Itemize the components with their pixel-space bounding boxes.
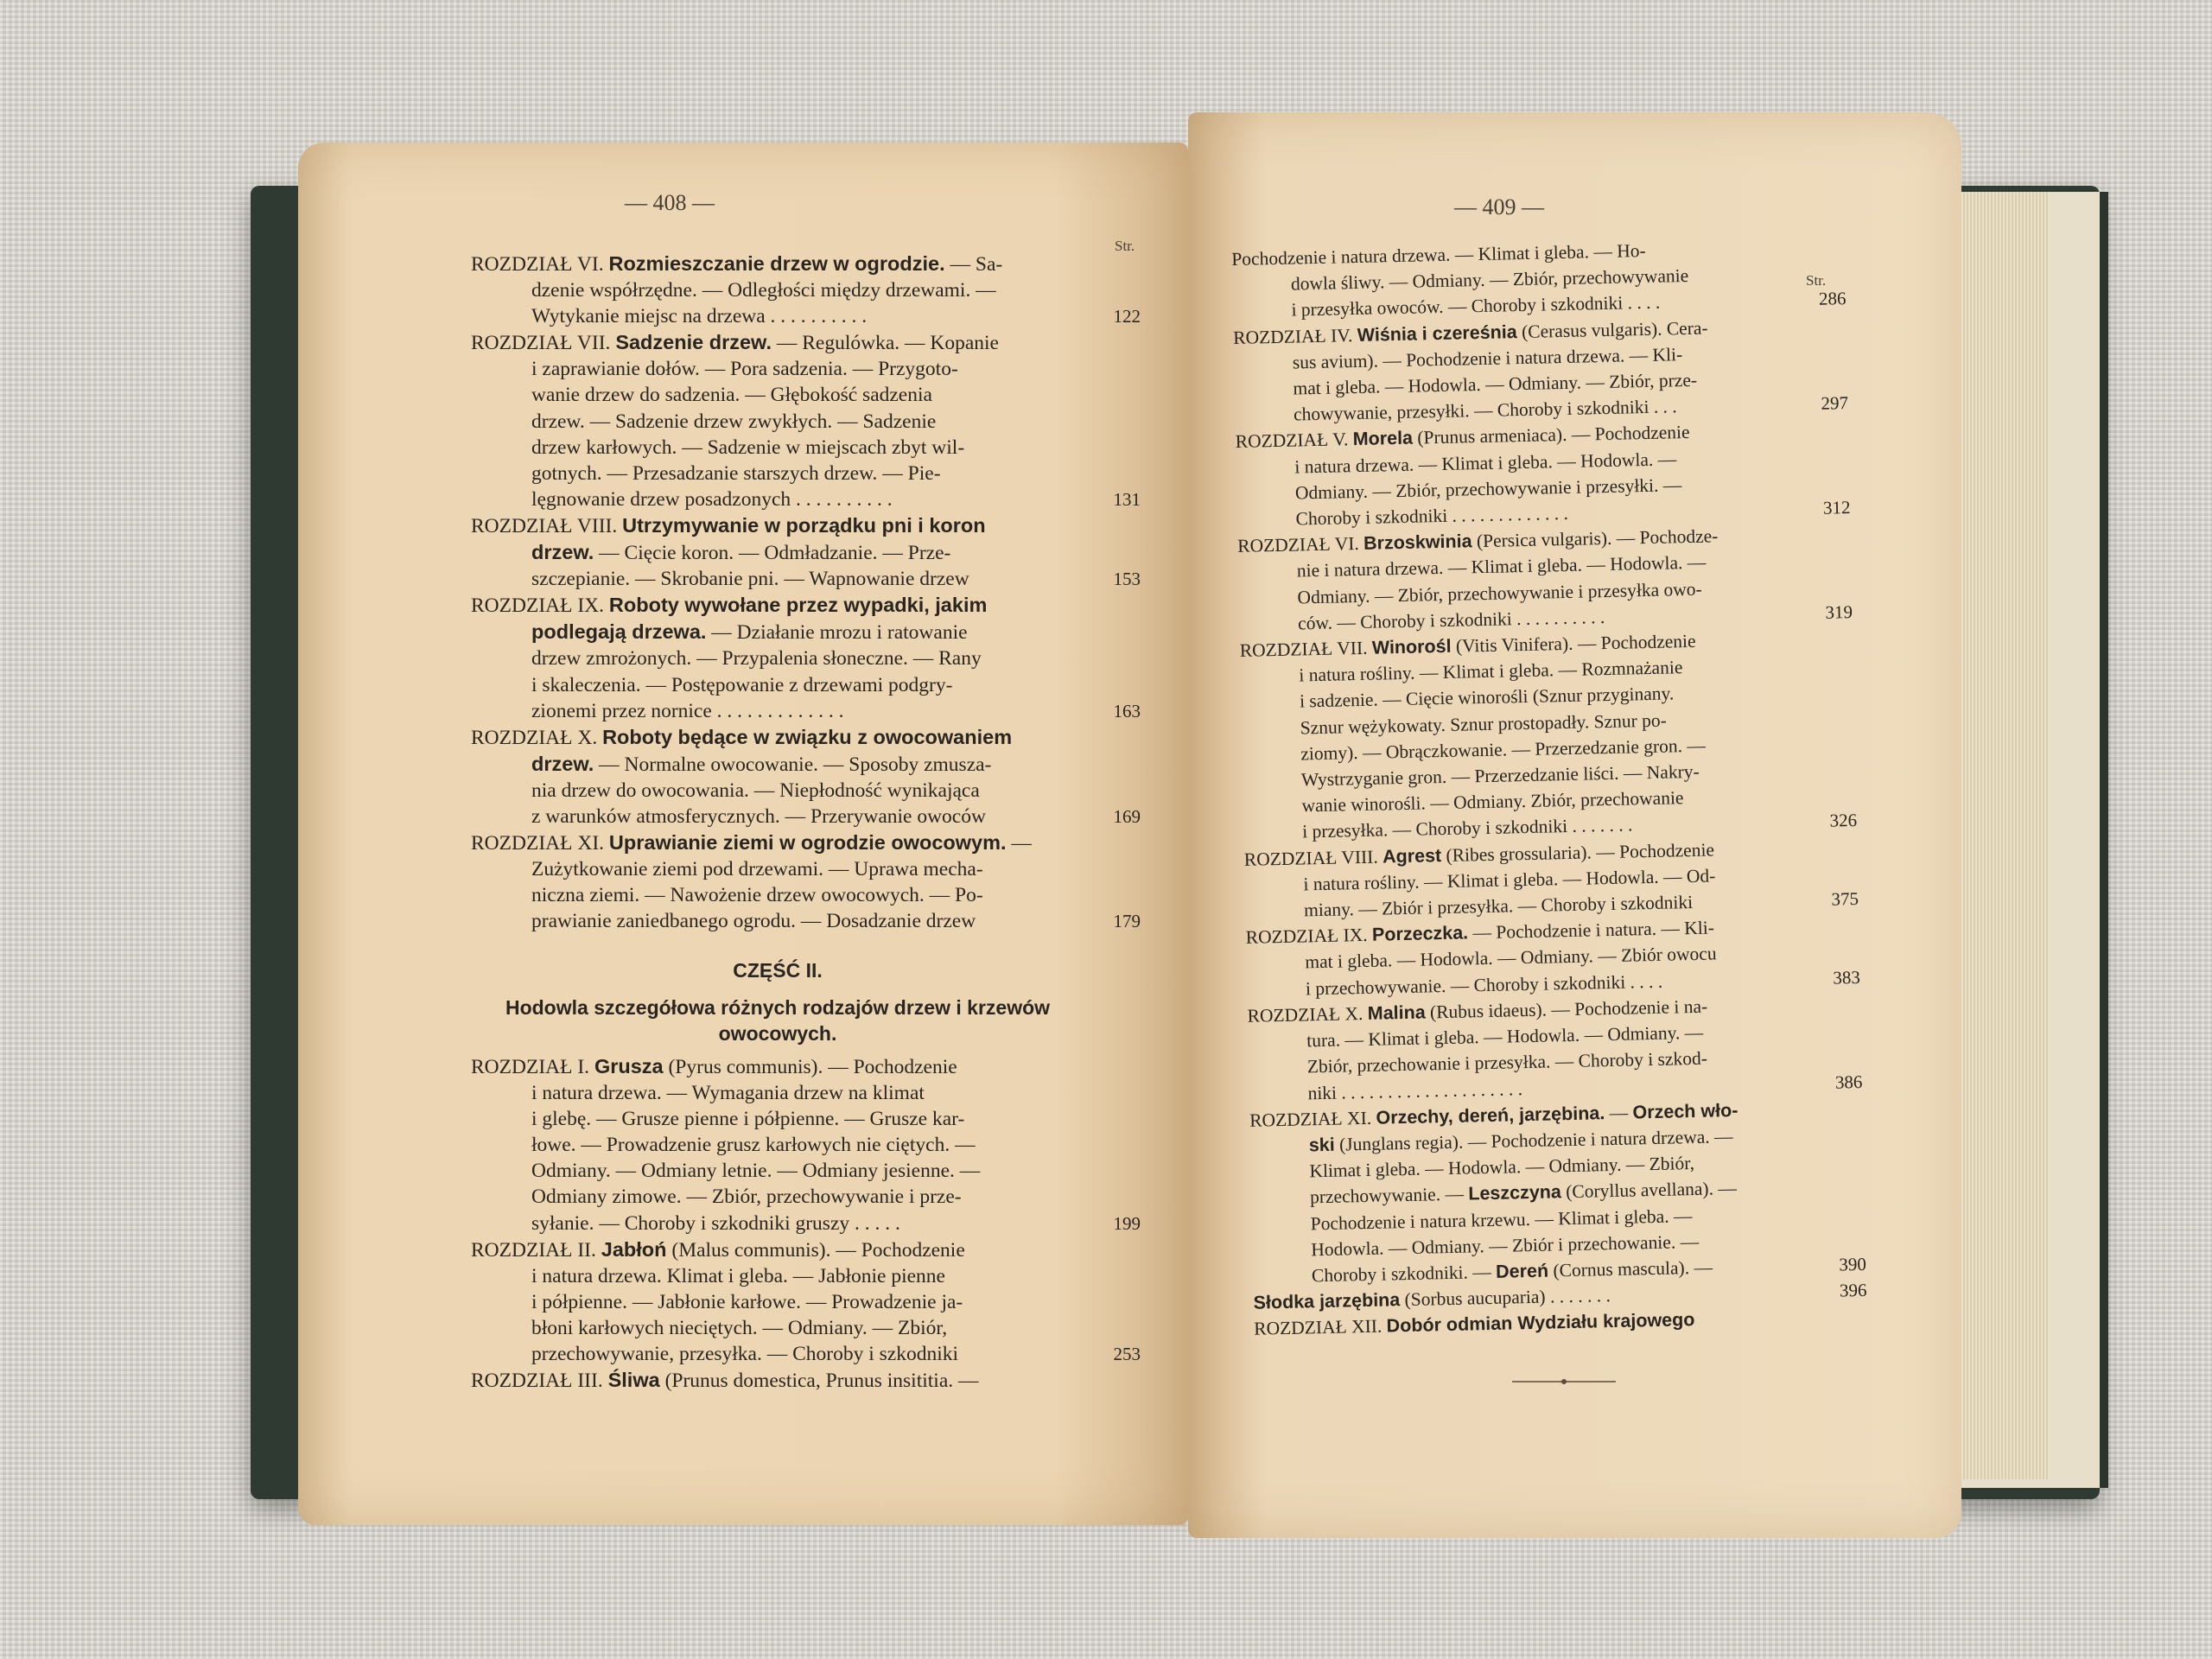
line-text: drzew. — Sadzenie drzew zwykłych. — Sadzenie bbox=[531, 410, 937, 433]
toc-entry bbox=[1247, 991, 1863, 1107]
part-subtitle-2: owocowych. bbox=[718, 1022, 837, 1045]
line-text: (Cerasus vulgaris). Cera- bbox=[1516, 317, 1708, 342]
toc-entry bbox=[1237, 522, 1853, 638]
bold-title: Orzech wło- bbox=[1632, 1099, 1738, 1123]
line-text: i natura drzewa. — Klimat i gleba. — Hodowla. — bbox=[1294, 448, 1677, 478]
line-text: ROZDZIAŁ X. bbox=[471, 726, 603, 749]
left-page bbox=[298, 143, 1188, 1525]
bold-title: Porzeczka. bbox=[1371, 922, 1469, 946]
line-text: Klimat i gleba. — Hodowla. — Odmiany. — Zbiór, bbox=[1309, 1153, 1695, 1182]
bold-title: Rozmieszczanie drzew w ogrodzie. bbox=[608, 252, 945, 275]
toc-page-number: 396 bbox=[1839, 1279, 1867, 1301]
toc-line bbox=[471, 329, 1080, 356]
toc-line bbox=[471, 1158, 1080, 1184]
toc-line bbox=[471, 1184, 1080, 1210]
left-toc-part2 bbox=[471, 1053, 1141, 1394]
line-text: (Junglans regia). — Pochodzenie i natura drzewa. — bbox=[1334, 1125, 1733, 1155]
toc-page-number: 163 bbox=[1113, 700, 1141, 721]
toc-page-number: 199 bbox=[1113, 1212, 1141, 1234]
bold-title: Dobór odmian Wydziału krajowego bbox=[1386, 1309, 1695, 1337]
line-text: drzew karłowych. — Sadzenie w miejscach zbyt wil- bbox=[531, 435, 965, 459]
toc-line bbox=[471, 724, 1080, 751]
toc-page-number: 179 bbox=[1113, 911, 1141, 932]
line-text: ROZDZIAŁ VI. bbox=[1237, 533, 1364, 557]
left-toc bbox=[471, 251, 1141, 934]
line-text: ROZDZIAŁ VIII. bbox=[471, 514, 623, 537]
right-page-number: — 409 — bbox=[1454, 194, 1544, 219]
line-text: ROZDZIAŁ III. bbox=[471, 1370, 608, 1393]
line-text: — Cięcie koron. — Odmładzanie. — Prze- bbox=[594, 542, 951, 565]
line-text: Zużytkowanie ziemi pod drzewami. — Uprawa mecha- bbox=[531, 858, 983, 881]
line-text: niki . . . . . . . . . . . . . . . . . . . . bbox=[1307, 1077, 1523, 1103]
line-text: i półpienne. — Jabłonie karłowe. — Prowadzenie ja- bbox=[531, 1290, 963, 1313]
line-text: ziomy). — Obrączkowanie. — Przerzedzanie gron. — bbox=[1300, 734, 1707, 765]
left-str-label: Str. bbox=[1115, 238, 1135, 254]
toc-line bbox=[471, 382, 1080, 408]
line-text: (Sorbus aucuparia) . . . . . . . bbox=[1399, 1285, 1611, 1311]
bold-title: Orzechy, dereń, jarzębina. bbox=[1376, 1102, 1605, 1128]
line-text: ców. — Choroby i szkodniki . . . . . . . . . . bbox=[1297, 606, 1605, 634]
toc-line bbox=[471, 356, 1080, 382]
line-text: szczepianie. — Skrobanie pni. — Wapnowanie drzew bbox=[531, 568, 969, 591]
left-page-number: — 408 — bbox=[625, 190, 715, 215]
line-text: Pochodzenie i natura drzewa. — Klimat i gleba. — Ho- bbox=[1231, 239, 1646, 270]
bold-title: Dereń bbox=[1495, 1260, 1549, 1282]
bold-title: Słodka jarzębina bbox=[1253, 1289, 1401, 1313]
line-text: Zbiór, przechowanie i przesyłka. — Choroby i szkod- bbox=[1306, 1047, 1708, 1077]
toc-page-number: 286 bbox=[1818, 288, 1847, 310]
bold-title: Roboty wywołane przez wypadki, jakim bbox=[608, 594, 988, 617]
toc-line bbox=[471, 1106, 1080, 1132]
bold-title: drzew. bbox=[531, 752, 594, 775]
bold-title: Sadzenie drzew. bbox=[615, 331, 772, 354]
toc-line bbox=[471, 672, 1080, 698]
toc-line bbox=[471, 277, 1080, 303]
line-text: (Rubus idaeus). — Pochodzenie i na- bbox=[1425, 995, 1708, 1023]
toc-page-number: 153 bbox=[1113, 569, 1141, 590]
bold-title: Utrzymywanie w porządku pni i koron bbox=[622, 513, 986, 537]
line-text: — Sa- bbox=[944, 253, 1003, 276]
line-text: Sznur wężykowaty. Sznur prostopadły. Sznur po- bbox=[1300, 709, 1667, 739]
toc-page-number: 131 bbox=[1113, 488, 1141, 510]
right-str-label: Str. bbox=[1806, 272, 1827, 289]
line-text: wanie winorośli. — Odmiany. Zbiór, przechowanie bbox=[1301, 787, 1684, 817]
line-text: prawianie zaniedbanego ogrodu. — Dosadzanie drzew bbox=[531, 910, 976, 933]
toc-page-number: 383 bbox=[1833, 966, 1861, 988]
line-text: chowywanie, przesyłki. — Choroby i szkodniki . . . bbox=[1293, 396, 1677, 425]
line-text: (Malus communis). — Pochodzenie bbox=[666, 1238, 965, 1262]
line-text: (Ribes grossularia). — Pochodzenie bbox=[1440, 839, 1715, 866]
line-text: ROZDZIAŁ XI. bbox=[1249, 1107, 1376, 1131]
toc-entry bbox=[471, 1236, 1141, 1367]
line-text: — Regulówka. — Kopanie bbox=[771, 332, 999, 355]
toc-page-number: 122 bbox=[1113, 306, 1141, 327]
toc-line bbox=[471, 856, 1080, 882]
toc-line bbox=[471, 1367, 1080, 1394]
toc-entry bbox=[471, 724, 1141, 830]
part-title: CZĘŚĆ II. bbox=[733, 959, 823, 982]
line-text: i zaprawianie dołów. — Pora sadzenia. — Przygoto- bbox=[531, 358, 958, 381]
line-text: tura. — Klimat i gleba. — Hodowla. — Odmiany. — bbox=[1306, 1021, 1704, 1052]
line-text: Choroby i szkodniki . . . . . . . . . . . . . bbox=[1295, 502, 1569, 530]
bold-title: Grusza bbox=[594, 1055, 664, 1077]
toc-line bbox=[471, 1236, 1080, 1263]
line-text: Hodowla. — Odmiany. — Zbiór i przechowanie. — bbox=[1311, 1230, 1700, 1261]
bold-title: Śliwa bbox=[607, 1369, 660, 1392]
toc-page-number: 375 bbox=[1831, 888, 1859, 910]
line-text: — bbox=[1006, 832, 1032, 855]
line-text: Odmiany zimowe. — Zbiór, przechowywanie i prze- bbox=[531, 1185, 962, 1209]
toc-page-number: 319 bbox=[1825, 601, 1853, 623]
line-text: i natura rośliny. — Klimat i gleba. — Hodowla. — Od- bbox=[1303, 865, 1716, 895]
toc-page-number: 386 bbox=[1834, 1071, 1863, 1093]
line-text: i natura drzewa. — Wymagania drzew na klimat bbox=[531, 1082, 925, 1105]
line-text: i natura rośliny. — Klimat i gleba. — Rozmnażanie bbox=[1299, 657, 1683, 686]
line-text: ROZDZIAŁ XII. bbox=[1253, 1315, 1387, 1340]
toc-line bbox=[471, 1289, 1080, 1315]
line-text: z warunków atmosferycznych. — Przerywanie owoców bbox=[531, 804, 986, 828]
toc-line bbox=[471, 461, 1080, 486]
right-toc bbox=[1231, 235, 1867, 1343]
end-ornament bbox=[1512, 1379, 1616, 1384]
toc-line bbox=[471, 1053, 1080, 1080]
toc-entry bbox=[471, 592, 1141, 723]
bold-title: Wiśnia i czereśnia bbox=[1357, 321, 1517, 346]
toc-line bbox=[471, 409, 1080, 435]
part-subtitle-1: Hodowla szczegółowa różnych rodzajów drzew i krzewów bbox=[505, 996, 1051, 1019]
line-text: ROZDZIAŁ X. bbox=[1247, 1002, 1369, 1027]
toc-entry bbox=[1232, 313, 1849, 429]
bold-title: podlegają drzewa. bbox=[531, 620, 707, 644]
toc-page-number: 297 bbox=[1821, 392, 1849, 414]
toc-line bbox=[471, 539, 1080, 566]
line-text: Wystrzyganie gron. — Przerzedzanie liści. — Nakry- bbox=[1300, 760, 1700, 791]
toc-entry bbox=[471, 830, 1141, 934]
line-text: (Persica vulgaris). — Pochodze- bbox=[1471, 525, 1719, 552]
toc-line bbox=[471, 830, 1080, 856]
line-text: — Pochodzenie i natura. — Kli- bbox=[1467, 917, 1715, 944]
toc-page-number: 390 bbox=[1839, 1253, 1867, 1275]
line-text: gotnych. — Przesadzanie starszych drzew. — Pie- bbox=[531, 461, 941, 485]
line-text: i przesyłka owoców. — Choroby i szkodniki . . . . bbox=[1291, 292, 1661, 321]
toc-line bbox=[471, 1132, 1080, 1158]
bold-title: Winorośl bbox=[1371, 635, 1452, 658]
toc-line bbox=[471, 303, 1080, 329]
toc-entry bbox=[1239, 626, 1858, 847]
toc-entry bbox=[471, 512, 1141, 592]
toc-line bbox=[471, 1315, 1080, 1341]
line-text: i przesyłka. — Choroby i szkodniki . . . . . . . bbox=[1301, 814, 1633, 842]
line-text: ROZDZIAŁ VII. bbox=[1239, 637, 1373, 661]
line-text: łowe. — Prowadzenie grusz karłowych nie ciętych. — bbox=[531, 1134, 976, 1157]
line-text: lęgnowanie drzew posadzonych . . . . . . . . . . bbox=[531, 487, 893, 511]
line-text: mat i gleba. — Hodowla. — Odmiany. — Zbiór, prze- bbox=[1293, 369, 1698, 399]
line-text: ROZDZIAŁ VIII. bbox=[1243, 846, 1383, 870]
toc-line bbox=[471, 435, 1080, 461]
toc-line bbox=[471, 698, 1080, 724]
line-text: ROZDZIAŁ VI. bbox=[471, 253, 609, 276]
line-text: ROZDZIAŁ V. bbox=[1235, 429, 1353, 453]
line-text: (Vitis Vinifera). — Pochodzenie bbox=[1451, 630, 1696, 657]
line-text: i sadzenie. — Cięcie winorośli (Sznur przyginany. bbox=[1299, 683, 1675, 712]
line-text: (Prunus domestica, Prunus insititia. — bbox=[659, 1370, 979, 1393]
line-text: ROZDZIAŁ IX. bbox=[471, 594, 609, 618]
toc-line bbox=[471, 751, 1080, 778]
line-text: (Coryllus avellana). — bbox=[1560, 1178, 1738, 1203]
bold-title: Morela bbox=[1352, 428, 1414, 450]
toc-line bbox=[471, 486, 1080, 512]
line-text: sus avium). — Pochodzenie i natura drzewa. — Kli- bbox=[1292, 343, 1683, 373]
line-text: zionemi przez nornice . . . . . . . . . . . . . bbox=[531, 699, 844, 722]
line-text: — Działanie mrozu i ratowanie bbox=[706, 621, 968, 645]
toc-page-number: 169 bbox=[1113, 805, 1141, 827]
toc-line bbox=[471, 778, 1080, 804]
line-text: dzenie współrzędne. — Odległości między drzewami. — bbox=[531, 279, 996, 302]
line-text: błoni karłowych nieciętych. — Odmiany. — Zbiór, bbox=[531, 1316, 948, 1339]
line-text: (Cornus mascula). — bbox=[1548, 1256, 1713, 1281]
line-text: nie i natura drzewa. — Klimat i gleba. — Hodowla. — bbox=[1296, 552, 1707, 582]
line-text: ROZDZIAŁ IX. bbox=[1245, 925, 1373, 949]
line-text: mat i gleba. — Hodowla. — Odmiany. — Zbiór owocu bbox=[1305, 943, 1717, 973]
line-text: Odmiany. — Zbiór, przechowywanie i przesyłka owo- bbox=[1297, 578, 1702, 608]
bold-title: Brzoskwinia bbox=[1363, 531, 1472, 555]
right-page bbox=[1188, 112, 1961, 1538]
line-text: miany. — Zbiór i przesyłka. — Choroby i szkodniki bbox=[1303, 892, 1694, 921]
line-text: dowla śliwy. — Odmiany. — Zbiór, przechowywanie bbox=[1290, 265, 1689, 295]
bold-title: Leszczyna bbox=[1468, 1181, 1562, 1205]
line-text: ROZDZIAŁ VII. bbox=[471, 332, 616, 355]
line-text: Choroby i szkodniki. — bbox=[1311, 1261, 1497, 1287]
toc-line bbox=[471, 251, 1080, 277]
toc-line bbox=[471, 1263, 1080, 1289]
line-text: Odmiany. — Zbiór, przechowywanie i przesyłki. — bbox=[1294, 474, 1682, 504]
toc-page-number: 326 bbox=[1829, 810, 1858, 832]
line-text: przechowywanie, przesyłka. — Choroby i szkodniki bbox=[531, 1343, 959, 1366]
line-text: (Pyrus communis). — Pochodzenie bbox=[663, 1056, 957, 1078]
bold-title: Uprawianie ziemi w ogrodzie owocowym. bbox=[608, 831, 1007, 855]
bold-title: Agrest bbox=[1382, 844, 1442, 868]
line-text: niczna ziemi. — Nawożenie drzew owocowych. — Po- bbox=[531, 884, 983, 907]
line-text: nia drzew do owocowania. — Niepłodność wynikająca bbox=[531, 779, 980, 802]
toc-entry bbox=[471, 1053, 1141, 1236]
line-text: syłanie. — Choroby i szkodniki gruszy . . . . . bbox=[531, 1211, 900, 1235]
bold-title: Roboty będące w związku z owocowaniem bbox=[602, 725, 1013, 748]
toc-line bbox=[471, 566, 1080, 592]
line-text: wanie drzew do sadzenia. — Głębokość sadzenia bbox=[531, 384, 932, 407]
toc-entry bbox=[471, 329, 1141, 512]
line-text: drzew zmrożonych. — Przypalenia słoneczne. — Rany bbox=[531, 647, 982, 671]
line-text: i przechowywanie. — Choroby i szkodniki . . . . bbox=[1305, 970, 1663, 1000]
toc-entry bbox=[471, 1367, 1080, 1394]
line-text: przechowywanie. — bbox=[1309, 1183, 1469, 1208]
toc-line bbox=[471, 645, 1080, 671]
toc-entry bbox=[1243, 835, 1859, 925]
line-text: ROZDZIAŁ IV. bbox=[1232, 324, 1357, 348]
line-text: i glebę. — Grusze pienne i półpienne. — Grusze kar- bbox=[531, 1108, 965, 1131]
bold-title: ski bbox=[1308, 1134, 1335, 1156]
toc-line bbox=[471, 908, 1080, 934]
bold-title: Malina bbox=[1367, 1001, 1426, 1024]
line-text: Pochodzenie i natura krzewu. — Klimat i gleba. — bbox=[1310, 1205, 1693, 1234]
toc-entry bbox=[1245, 913, 1861, 1003]
toc-line bbox=[471, 1080, 1080, 1106]
line-text: ROZDZIAŁ I. bbox=[471, 1056, 594, 1078]
bold-title: Jabłoń bbox=[601, 1237, 667, 1261]
toc-line bbox=[471, 592, 1080, 619]
line-text: ROZDZIAŁ II. bbox=[471, 1238, 601, 1262]
toc-line bbox=[471, 512, 1080, 539]
bold-title: drzew. bbox=[531, 541, 594, 564]
toc-line bbox=[471, 804, 1080, 830]
line-text: i natura drzewa. Klimat i gleba. — Jabłonie pienne bbox=[531, 1264, 945, 1287]
line-text: — bbox=[1605, 1102, 1633, 1123]
toc-page-number: 312 bbox=[1822, 497, 1851, 518]
toc-page-number: 253 bbox=[1113, 1344, 1141, 1365]
toc-entry bbox=[1235, 417, 1851, 533]
line-text: — Normalne owocowanie. — Sposoby zmusza- bbox=[594, 753, 992, 776]
line-text: ROZDZIAŁ XI. bbox=[471, 832, 609, 855]
toc-line bbox=[471, 1341, 1080, 1367]
toc-line bbox=[471, 1211, 1080, 1236]
line-text: Odmiany. — Odmiany letnie. — Odmiany jesienne. — bbox=[531, 1160, 981, 1183]
toc-line bbox=[471, 619, 1080, 645]
line-text: i skaleczenia. — Postępowanie z drzewami podgry- bbox=[531, 673, 953, 696]
toc-entry bbox=[471, 251, 1141, 329]
line-text: Wytykanie miejsc na drzewa . . . . . . . . . . bbox=[531, 305, 868, 328]
toc-line bbox=[471, 882, 1080, 908]
line-text: (Prunus armeniaca). — Pochodzenie bbox=[1412, 422, 1690, 449]
